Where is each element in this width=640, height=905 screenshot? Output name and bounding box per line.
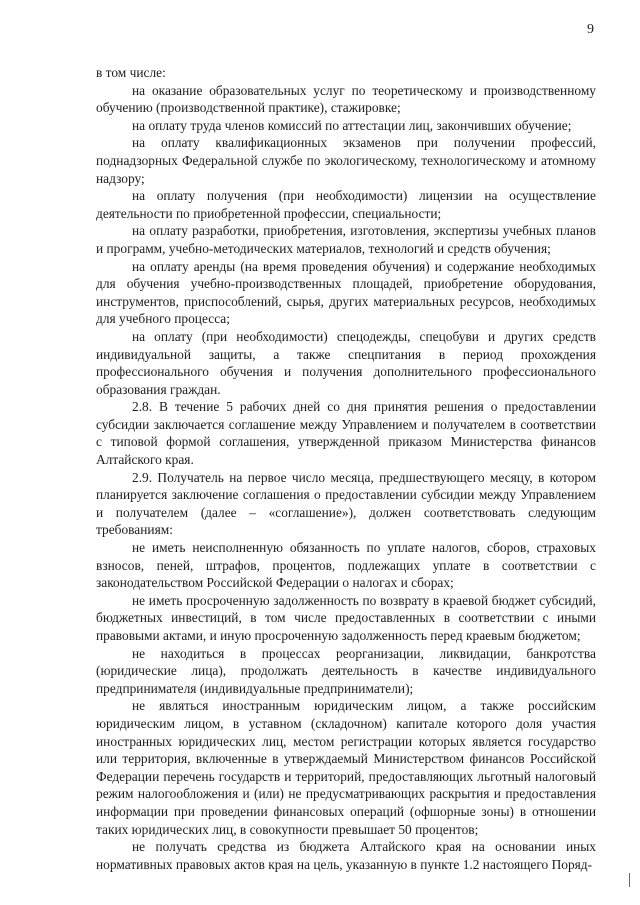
paragraph-commission-pay: на оплату труда членов комиссий по аттестации лиц, закончивших обучение;: [132, 117, 572, 133]
paragraph-premises-rent: на оплату аренды (на время проведения обучения) и содержание необходимых для обучения учебно-производственных площадей, приобретение оборудования, инструментов, приспособлений, сырья, других материальных ресурсов, необходимых для учебного процесса;: [96, 258, 596, 327]
paragraph-curriculum-development: на оплату разработки, приобретения, изготовления, экспертизы учебных планов и программ, учебно-методических материалов, технологий и средств обучения;: [96, 223, 596, 256]
paragraph-educational-services: на оказание образовательных услуг по теоретическому и производственному обучению (производственной практике), стажировке;: [96, 82, 596, 116]
paragraph-other-funds: не получать средства из бюджета Алтайского края на основании иных нормативных правовых актов края на цель, указанную в пункте 1.2 настоящего Поряд-: [96, 839, 596, 872]
paragraph-overdue-debt: не иметь просроченную задолженность по возврату в краевой бюджет субсидий, бюджетных инвестиций, в том числе предоставленных в соответствии с иными правовыми актами, и иную просроченную задолженность перед краевым бюджетом;: [96, 592, 596, 643]
paragraph-in-that-number: в том числе:: [96, 65, 166, 80]
paragraph-license: на оплату получения (при необходимости) лицензии на осуществление деятельности по приобретенной профессии, специальности;: [96, 188, 596, 221]
paragraph-clause-2-8: 2.8. В течение 5 рабочих дней со дня принятия решения о предоставлении субсидии заключается соглашение между Управлением и получателем в соответствии с типовой формой соглашения, утвержденной приказом Министерства финансов Алтайского края.: [96, 399, 596, 468]
paragraph-reorganization: не находиться в процессах реорганизации, ликвидации, банкротства (юридические лица), продолжать деятельность в качестве индивидуального предпринимателя (индивидуальные предприниматели);: [96, 645, 596, 696]
paragraph-qualification-exams: на оплату квалификационных экзаменов при получении профессий, поднадзорных Федеральной службе по экологическому, технологическому и атомному надзору;: [96, 135, 596, 186]
paragraph-tax-obligations: не иметь неисполненную обязанность по уплате налогов, сборов, страховых взносов, пеней, штрафов, процентов, подлежащих уплате в соответствии с законодательством Российской Федерации о налогах и сборах;: [96, 540, 596, 591]
document-body: [96, 64, 596, 873]
page-number: 9: [587, 22, 594, 37]
scan-edge-mark: [629, 873, 630, 887]
paragraph-clause-2-9: 2.9. Получатель на первое число месяца, предшествующего месяцу, в котором планируется заключение соглашения о предоставлении субсидии между Управлением и получателем (далее – «соглашение»), должен соответствовать следующим требованиям:: [96, 469, 596, 538]
paragraph-protective-clothing: на оплату (при необходимости) спецодежды, спецобуви и других средств индивидуальной защиты, а также спецпитания в период прохождения профессионального обучения и получения дополнительного профессионального образования граждан.: [96, 328, 596, 397]
paragraph-foreign-entity: не являться иностранным юридическим лицом, а также российским юридическим лицом, в уставном (складочном) капитале которого доля участия иностранных юридических лиц, местом регистрации которых является государство или территория, включенные в утверждаемый Министерством финансов Российской Федерации перечень государств и территорий, предоставляющих льготный налоговый режим налогообложения и (или) не предусматривающих раскрытия и предоставления информации при проведении финансовых операций (офшорные зоны) в отношении таких юридических лиц, в совокупности превышает 50 процентов;: [96, 698, 596, 837]
